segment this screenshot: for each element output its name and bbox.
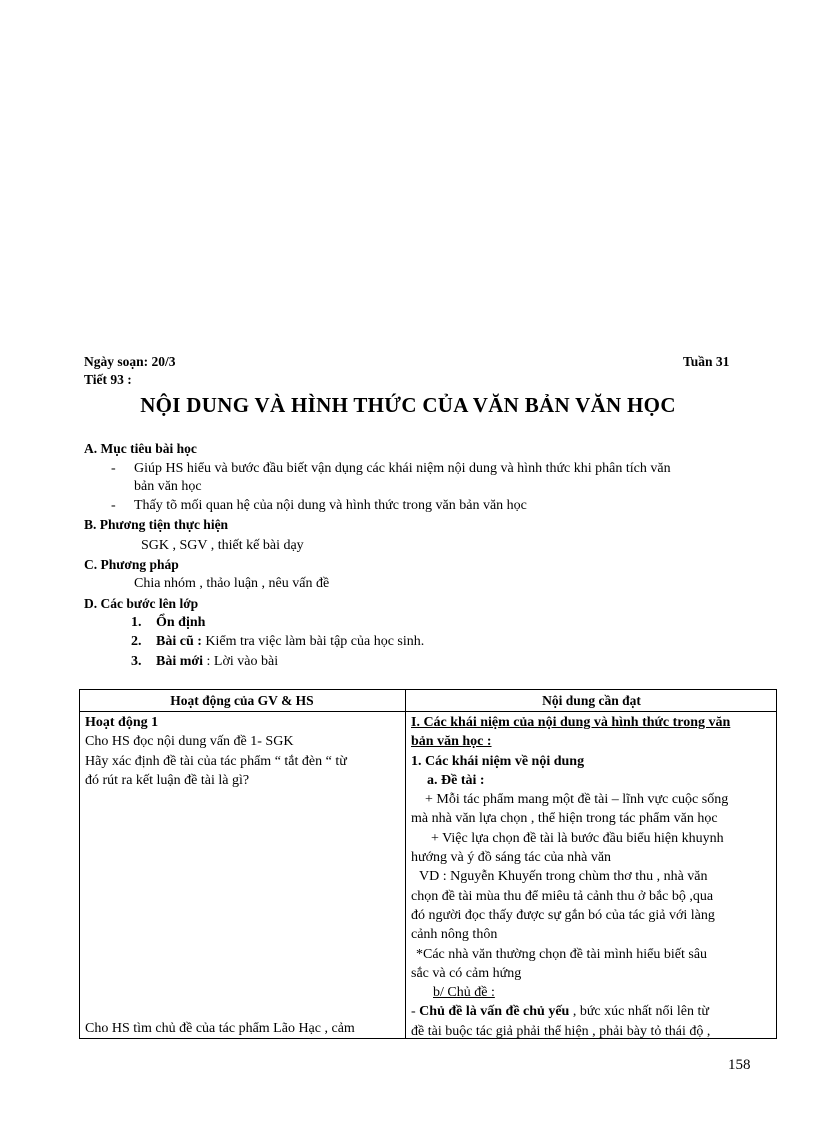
- step2-line: [156, 634, 424, 650]
- left-line: Hãy xác định đề tài của tác phẩm “ tắt đèn “ từ: [85, 753, 347, 769]
- right-line-prefix: -: [411, 1004, 420, 1020]
- step3-text: : Lời vào bài: [203, 654, 279, 669]
- right-subheading: 1. Các khái niệm về nội dung: [411, 753, 585, 769]
- step1-label: Ổn định: [156, 615, 206, 630]
- right-item-a: a. Đề tài :: [427, 772, 485, 788]
- left-line: Cho HS tìm chủ đề của tác phẩm Lão Hạc , cảm: [85, 1021, 355, 1036]
- right-line-rest: , bức xúc nhất nổi lên từ: [569, 1004, 709, 1020]
- table-header-activities: Hoạt động của GV & HS: [170, 693, 314, 708]
- right-line: mà nhà văn lựa chọn , thể hiện trong tác phẩm văn học: [411, 811, 718, 827]
- table-left-cell-bottom: [85, 1019, 400, 1038]
- right-line: đó người đọc thấy được sự gắn bó của tác giả với làng: [411, 907, 715, 923]
- table-header-content: Nội dung cần đạt: [542, 693, 641, 708]
- page-title: NỘI DUNG VÀ HÌNH THỨC CỦA VĂN BẢN VĂN HỌC: [140, 393, 676, 417]
- left-line: Cho HS đọc nội dung vấn đề 1- SGK: [85, 734, 294, 750]
- right-line: chọn đề tài mùa thu để miêu tả cảnh thu ở bắc bộ ,qua: [411, 888, 714, 904]
- step2-text: Kiểm tra việc làm bài tập của học sinh.: [201, 634, 425, 649]
- table-column-divider: [405, 689, 406, 1039]
- table-header-divider: [79, 711, 777, 712]
- section-a-item1-dash: -: [111, 461, 116, 476]
- right-line: đề tài buộc tác giả phải thể hiện , phải bày tỏ thái độ ,: [411, 1023, 711, 1039]
- step3-label: Bài mới: [156, 654, 204, 669]
- right-line: sắc và có cảm hứng: [411, 965, 522, 981]
- page-number: 158: [728, 1057, 751, 1073]
- right-item-b: b/ Chủ đề :: [433, 985, 495, 1001]
- section-a-item2-dash: -: [111, 498, 116, 513]
- section-b-heading: B. Phương tiện thực hiện: [84, 517, 229, 532]
- date-label: Ngày soạn: 20/3: [84, 354, 176, 369]
- right-line: *Các nhà văn thường chọn đề tài mình hiểu biết sâu: [416, 946, 708, 962]
- section-c-text: Chia nhóm , thảo luận , nêu vấn đề: [134, 576, 330, 591]
- step2-label: Bài cũ :: [156, 634, 202, 649]
- right-section-heading-cont: bản văn học :: [411, 734, 492, 750]
- right-line: + Việc lựa chọn đề tài là bước đầu biểu hiện khuynh: [431, 830, 724, 846]
- week-label: Tuần 31: [683, 354, 730, 369]
- step2-number: 2.: [131, 634, 142, 649]
- left-activity-1-heading: Hoạt động 1: [85, 715, 159, 730]
- right-line: hướng và ý đồ sáng tác của nhà văn: [411, 850, 612, 866]
- right-line: VD : Nguyễn Khuyến trong chùm thơ thu , nhà văn: [419, 869, 708, 885]
- period-label: Tiết 93 :: [84, 372, 132, 387]
- right-line: + Mỗi tác phẩm mang một đề tài – lĩnh vực cuộc sống: [425, 792, 729, 808]
- step1-number: 1.: [131, 615, 142, 630]
- section-a-item1-line2: bản văn học: [134, 479, 202, 494]
- section-a-item2: Thấy tõ mối quan hệ của nội dung và hình thức trong văn bản văn học: [134, 498, 527, 513]
- right-line: cảnh nông thôn: [411, 927, 498, 943]
- left-line: đó rút ra kết luận đề tài là gì?: [85, 772, 250, 788]
- step3-line: [156, 654, 278, 670]
- step3-number: 3.: [131, 654, 142, 669]
- section-b-text: SGK , SGV , thiết kế bài dạy: [141, 538, 304, 553]
- right-line: [411, 1002, 775, 1021]
- section-a-heading: A. Mục tiêu bài học: [84, 441, 197, 456]
- table-right-cell: [411, 713, 775, 1041]
- right-section-heading: I. Các khái niệm của nội dung và hình thức trong văn: [411, 715, 731, 730]
- right-line-bold: Chủ đề là vấn đề chủ yếu: [419, 1004, 570, 1020]
- section-d-heading: D. Các bước lên lớp: [84, 596, 199, 611]
- section-a-item1-line1: Giúp HS hiểu và bước đầu biết vận dụng các khái niệm nội dung và hình thức khi phân tích văn: [134, 461, 671, 476]
- section-c-heading: C. Phương pháp: [84, 557, 179, 572]
- table-left-cell: [85, 713, 400, 790]
